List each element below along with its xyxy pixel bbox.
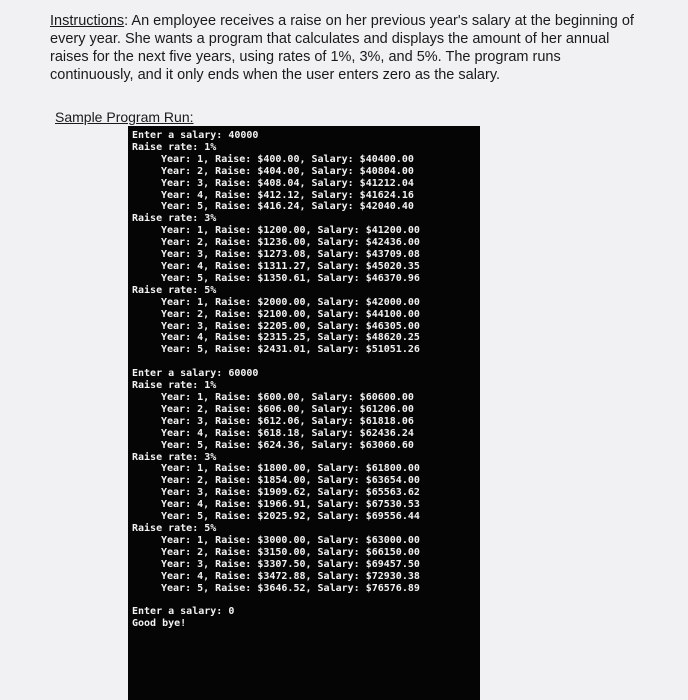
year-row: Year: 5, Raise: $2025.92, Salary: $69556.44: [161, 511, 420, 523]
year-row: Year: 2, Raise: $1854.00, Salary: $63654.00: [161, 475, 420, 487]
year-row: Year: 3, Raise: $1273.08, Salary: $43709.08: [161, 249, 420, 261]
year-row: Year: 3, Raise: $1909.62, Salary: $65563.62: [161, 487, 420, 499]
sample-run-label: Sample Program Run:: [55, 109, 194, 125]
year-row: Year: 3, Raise: $612.06, Salary: $61818.06: [161, 415, 414, 427]
rate-label: Raise rate: 5%: [132, 284, 217, 296]
year-row: Year: 2, Raise: $606.00, Salary: $61206.00: [161, 403, 414, 415]
year-row: Year: 5, Raise: $416.24, Salary: $42040.40: [161, 201, 414, 213]
salary-prompt: Enter a salary: 40000: [132, 130, 259, 141]
instructions-title: Instructions: [50, 13, 125, 29]
rate-label: Raise rate: 3%: [132, 451, 217, 463]
year-row: Year: 5, Raise: $3646.52, Salary: $76576.89: [161, 582, 420, 594]
year-row: Year: 4, Raise: $412.12, Salary: $41624.16: [161, 189, 414, 201]
year-row: Year: 4, Raise: $618.18, Salary: $62436.24: [161, 427, 414, 439]
goodbye-message: Good bye!: [132, 618, 187, 630]
blank-line: [132, 594, 480, 606]
year-row: Year: 1, Raise: $600.00, Salary: $60600.00: [161, 392, 414, 404]
year-row: Year: 5, Raise: $1350.61, Salary: $46370.96: [161, 272, 420, 284]
year-row: Year: 5, Raise: $624.36, Salary: $63060.60: [161, 439, 414, 451]
rate-label: Raise rate: 1%: [132, 380, 217, 392]
terminal-output: [128, 126, 480, 700]
year-row: Year: 1, Raise: $1200.00, Salary: $41200.00: [161, 225, 420, 237]
salary-prompt: Enter a salary: 60000: [132, 368, 259, 380]
rate-label: Raise rate: 3%: [132, 213, 217, 225]
year-row: Year: 1, Raise: $2000.00, Salary: $42000.00: [161, 296, 420, 308]
year-row: Year: 5, Raise: $2431.01, Salary: $51051.26: [161, 344, 420, 356]
year-row: Year: 4, Raise: $1311.27, Salary: $45020.35: [161, 260, 420, 272]
year-row: Year: 4, Raise: $3472.88, Salary: $72930.38: [161, 570, 420, 582]
rate-label: Raise rate: 5%: [132, 523, 217, 534]
rate-label: Raise rate: 1%: [132, 141, 217, 153]
year-row: Year: 2, Raise: $1236.00, Salary: $42436.00: [161, 237, 420, 249]
year-row: Year: 1, Raise: $1800.00, Salary: $61800.00: [161, 463, 420, 475]
year-row: Year: 3, Raise: $408.04, Salary: $41212.04: [161, 177, 414, 189]
blank-line: [132, 356, 480, 368]
year-row: Year: 1, Raise: $3000.00, Salary: $63000.00: [161, 534, 420, 546]
year-row: Year: 2, Raise: $404.00, Salary: $40804.00: [161, 165, 414, 177]
salary-prompt: Enter a salary: 0: [132, 606, 235, 618]
year-row: Year: 4, Raise: $1966.91, Salary: $67530.53: [161, 499, 420, 511]
instructions-text: : An employee receives a raise on her previous year's salary at the beginning of every year. She wants a program that calculates and displays the amount of her annual raises for the next five years, using rates of 1%, 3%, and 5%. The program runs continuously, and it only ends when the user enters zero as the salary.: [50, 13, 634, 83]
year-row: Year: 4, Raise: $2315.25, Salary: $48620.25: [161, 332, 420, 344]
year-row: Year: 3, Raise: $2205.00, Salary: $46305.00: [161, 320, 420, 332]
year-row: Year: 2, Raise: $3150.00, Salary: $66150.00: [161, 546, 420, 558]
instructions-paragraph: [50, 12, 635, 84]
year-row: Year: 3, Raise: $3307.50, Salary: $69457.50: [161, 558, 420, 570]
year-row: Year: 1, Raise: $400.00, Salary: $40400.00: [161, 153, 414, 165]
year-row: Year: 2, Raise: $2100.00, Salary: $44100.00: [161, 308, 420, 320]
